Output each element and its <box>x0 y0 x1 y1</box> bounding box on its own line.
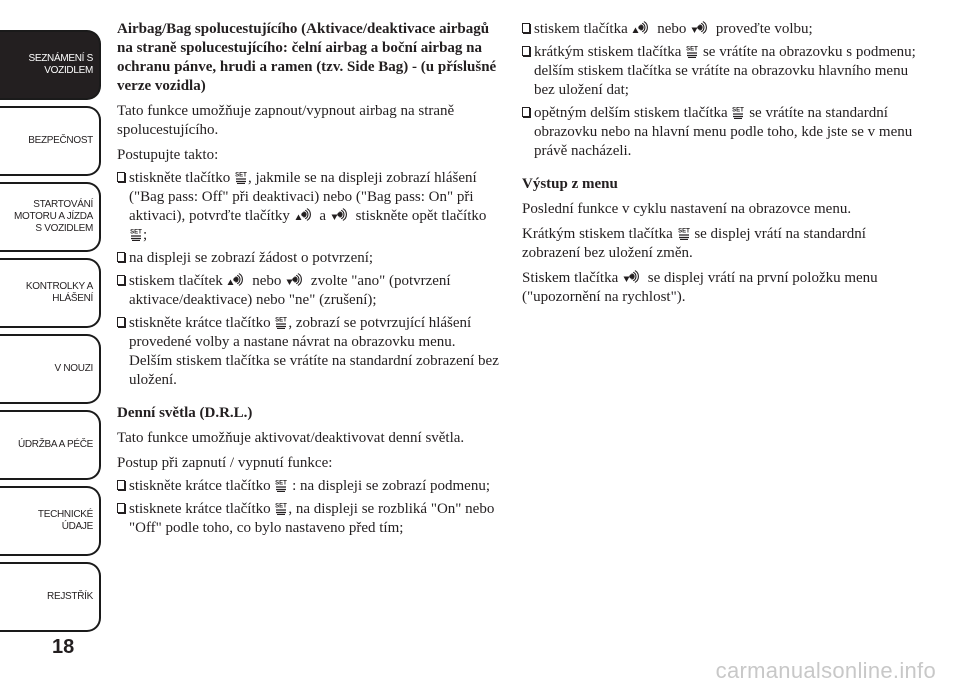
list-text: : na displeji se zobrazí podmenu; <box>292 478 490 494</box>
checkbox-bullet-icon <box>117 503 125 513</box>
right-column <box>522 20 922 307</box>
set-button-icon <box>678 226 690 240</box>
page-number: 18 <box>52 636 75 658</box>
down-button-icon <box>691 21 711 35</box>
list-text: stiskněte tlačítko <box>129 170 231 186</box>
tab-seznameni-s-vozidlem[interactable]: SEZNÁMENÍ S VOZIDLEM <box>0 30 101 100</box>
list-text: , jakmile se na displeji zobrazí hlášení ("Bag pass: Off" při deaktivaci) nebo ("Bag pass: On" při aktivaci), potvrďte tlačítky <box>129 170 477 224</box>
tab-bezpecnost[interactable]: BEZPEČNOST <box>0 106 101 176</box>
airbag-intro: Tato funkce umožňuje zapnout/vypnout airbag na straně spolucestujícího. <box>117 103 455 138</box>
checkbox-bullet-icon <box>117 275 125 285</box>
checkbox-bullet-icon <box>117 317 125 327</box>
exit-paragraph-1: Poslední funkce v cyklu nastavení na obrazovce menu. <box>522 201 852 217</box>
checkbox-bullet-icon <box>117 252 125 262</box>
list-text: stiskněte opět tlačítko <box>355 208 487 224</box>
paragraph-text: Krátkým stiskem tlačítka <box>522 226 673 242</box>
down-button-icon <box>623 270 643 284</box>
up-button-icon <box>227 273 247 287</box>
list-text: ; <box>143 227 148 243</box>
tab-startovani-motoru[interactable]: STARTOVÁNÍ MOTORU A JÍZDA S VOZIDLEM <box>0 182 101 252</box>
set-button-icon <box>732 105 744 119</box>
list-text: proveďte volbu; <box>715 21 813 37</box>
up-button-icon <box>632 21 652 35</box>
drl-procedure-label: Postup při zapnutí / vypnutí funkce: <box>117 455 333 471</box>
list-text: opětným delším stiskem tlačítka <box>534 105 728 121</box>
drl-heading: Denní světla (D.R.L.) <box>117 405 253 421</box>
list-text: stiskem tlačítek <box>129 273 223 289</box>
list-text: , zobrazí se potvrzující hlášení provedené volby a nastane návrat na obrazovku menu. Delším stiskem tlačítka se vrátíte na standardní zobrazení bez uložení. <box>129 315 499 388</box>
list-item <box>117 249 499 268</box>
list-text: nebo <box>657 21 687 37</box>
drl-intro: Tato funkce umožňuje aktivovat/deaktivovat denní světla. <box>117 430 465 446</box>
list-text: a <box>319 208 327 224</box>
list-text: nebo <box>252 273 282 289</box>
set-button-icon <box>275 501 287 515</box>
airbag-heading: Airbag/Bag spolucestujícího (Aktivace/deaktivace airbagů na straně spolucestujícího: čelní airbag a boční airbag na ochranu pánve, hrudi a ramen (tzv. Side Bag) - (u příslušné verze vozidla) <box>117 21 497 94</box>
up-button-icon <box>295 208 315 222</box>
set-button-icon <box>275 478 287 492</box>
tab-kontrolky-a-hlaseni[interactable]: KONTROLKY A HLÁŠENÍ <box>0 258 101 328</box>
paragraph-text: Stiskem tlačítka <box>522 270 619 286</box>
list-item <box>117 314 499 390</box>
list-text: zvolte "ano" (potvrzení aktivace/deaktivace) nebo "ne" (zrušení); <box>129 273 451 308</box>
left-column <box>117 20 499 538</box>
watermark: carmanualsonline.info <box>715 658 936 683</box>
list-text: stisknete krátce tlačítko <box>129 501 271 517</box>
down-button-icon <box>286 273 306 287</box>
paragraph-text: se displej vrátí na první položku menu ("upozornění na rychlost"). <box>522 270 878 305</box>
tab-rejstrik[interactable]: REJSTŘÍK <box>0 562 101 632</box>
tab-technicke-udaje[interactable]: TECHNICKÉ ÚDAJE <box>0 486 101 556</box>
list-item <box>117 272 499 310</box>
list-item <box>522 43 922 100</box>
exit-heading: Výstup z menu <box>522 176 618 192</box>
list-text: stiskněte krátce tlačítko <box>129 478 271 494</box>
list-text: krátkým stiskem tlačítka <box>534 44 682 60</box>
checkbox-bullet-icon <box>117 480 125 490</box>
tab-udrzba-a-pece[interactable]: ÚDRŽBA A PÉČE <box>0 410 101 480</box>
set-button-icon <box>235 170 247 184</box>
list-text: na displeji se zobrazí žádost o potvrzení; <box>129 250 374 266</box>
airbag-procedure-label: Postupujte takto: <box>117 147 219 163</box>
exit-paragraph-3 <box>522 269 922 307</box>
checkbox-bullet-icon <box>522 23 530 33</box>
list-item <box>522 20 922 39</box>
exit-paragraph-2 <box>522 225 922 263</box>
list-item <box>522 104 922 161</box>
set-button-icon <box>275 315 287 329</box>
set-button-icon <box>130 227 142 241</box>
list-item <box>117 477 499 496</box>
list-text: stiskem tlačítka <box>534 21 628 37</box>
checkbox-bullet-icon <box>117 172 125 182</box>
checkbox-bullet-icon <box>522 107 530 117</box>
down-button-icon <box>331 208 351 222</box>
list-text: se vrátíte na obrazovku s podmenu; delším stiskem tlačítka se vrátíte na obrazovku hlavního menu bez uložení dat; <box>534 44 916 98</box>
list-text: se vrátíte na standardní obrazovku nebo na hlavní menu podle toho, kde jste se v menu právě nacházeli. <box>534 105 913 159</box>
list-text: , na displeji se rozbliká "On" nebo "Off" podle toho, co bylo nastaveno před tím; <box>129 501 495 536</box>
list-item <box>117 500 499 538</box>
checkbox-bullet-icon <box>522 46 530 56</box>
list-text: stiskněte krátce tlačítko <box>129 315 271 331</box>
list-item <box>117 169 499 245</box>
set-button-icon <box>686 44 698 58</box>
tab-v-nouzi[interactable]: V NOUZI <box>0 334 101 404</box>
paragraph-text: se displej vrátí na standardní zobrazení bez uložení změn. <box>522 226 866 261</box>
